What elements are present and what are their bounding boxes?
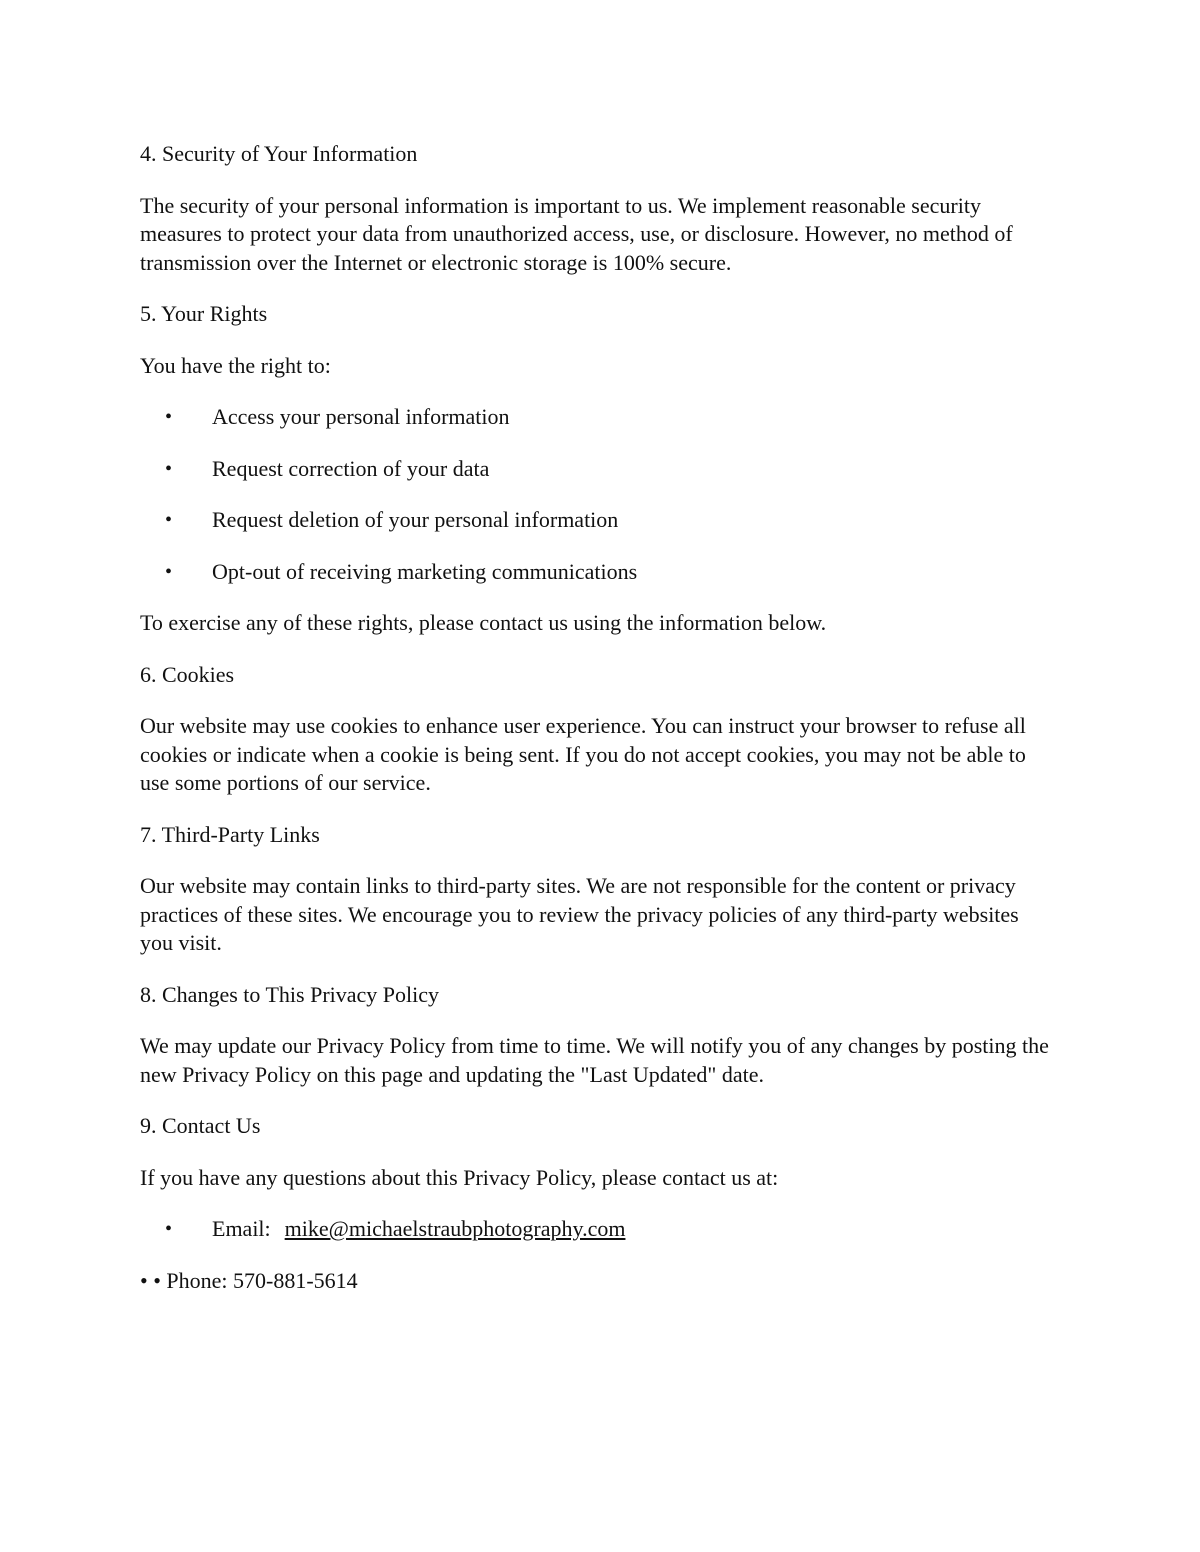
bullet-text: Request deletion of your personal information [212,507,619,532]
paragraph: • • Phone: 570-881-5614 [140,1267,358,1293]
section-heading: 9. Contact Us [140,1113,261,1138]
bullet-list-item [140,403,1056,432]
paragraph: We may update our Privacy Policy from time to time. We will notify you of any changes by posting the new Privacy Policy on this page and updating the "Last Updated" date. [140,1033,1049,1087]
paragraph: Our website may use cookies to enhance user experience. You can instruct your browser to refuse all cookies or indicate when a cookie is being sent. If you do not accept cookies, you may not be able to use some portions of our service. [140,713,1026,795]
bullet-list-item [140,455,1056,484]
bullet-icon: • [165,457,173,480]
section-heading: 5. Your Rights [140,301,268,326]
section-heading: 8. Changes to This Privacy Policy [140,981,440,1007]
section-heading: 6. Cookies [140,661,235,687]
bullet-icon: • [165,560,173,583]
paragraph: To exercise any of these rights, please contact us using the information below. [140,610,827,635]
bullet-list-item [140,506,1056,535]
paragraph: The security of your personal information is important to us. We implement reasonable security measures to protect your data from unauthorized access, use, or disclosure. However, no method of transmission over the Internet or electronic storage is 100% secure. [140,192,1013,275]
email-link[interactable]: mike@michaelstraubphotography.com [284,1216,626,1241]
paragraph: You have the right to: [140,352,331,378]
bullet-text: Opt-out of receiving marketing communications [212,558,638,584]
paragraph: Our website may contain links to third-party sites. We are not responsible for the content or privacy practices of these sites. We encourage you to review the privacy policies of any third-party websites you visit. [140,873,1019,955]
section-heading: 4. Security of Your Information [140,141,418,166]
bullet-text: Request correction of your data [212,455,490,481]
bullet-icon: • [165,1218,173,1240]
document-content [140,140,1056,1295]
bullet-icon: • [165,509,173,531]
section-heading: 7. Third-Party Links [140,821,320,847]
email-label: Email: [212,1216,271,1241]
paragraph: If you have any questions about this Privacy Policy, please contact us at: [140,1164,779,1190]
bullet-text: Access your personal information [212,404,510,429]
email-line [212,1215,1056,1244]
bullet-icon: • [165,406,173,428]
bullet-list-item [140,558,1056,587]
email-list-item [140,1215,1056,1244]
